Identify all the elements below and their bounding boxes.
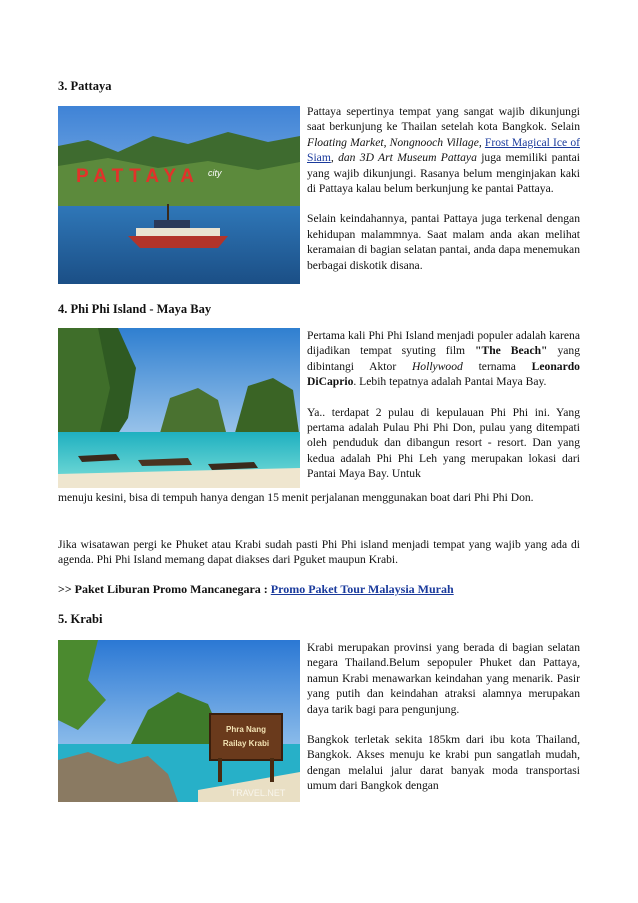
phiphi-p1-text-c: ternama — [462, 359, 532, 373]
krabi-photo — [58, 640, 300, 802]
section-heading-pattaya: 3. Pattaya — [58, 79, 112, 93]
pattaya-photo — [58, 106, 300, 284]
krabi-sign-line-1: Phra Nang — [225, 725, 267, 734]
pattaya-paragraph-1 — [307, 104, 580, 196]
pattaya-sign-text: PATTAYA — [76, 166, 201, 187]
pattaya-paragraph-2: Selain keindahannya, pantai Pattaya juga terkenal dengan kehidupan malammnya. Saat malam anda akan melihat keramaian di bagian selatan pantai, anda dapa menemukan berbagai diskotik disana. — [307, 212, 580, 272]
phiphi-paragraph-2: Ya.. terdapat 2 pulau di kepulauan Phi Phi ini. Yang pertama adalah Pulau Phi Phi Don, pulau yang ditempati oleh penduduk dan dibangun resort - resort. Dan yang kedua adalah Phi Phi Leh yang merupakan lokasi dari Pantai Maya Bay. Untuk — [307, 405, 580, 481]
phiphi-p1-text-b: yang dibintangi Aktor — [307, 344, 581, 373]
section-heading-phiphi: 4. Phi Phi Island - Maya Bay — [58, 302, 212, 316]
pattaya-p1-text-a: Pattaya sepertinya tempat yang sangat wajib dikunjungi saat berkunjung ke Thailan setelah kota Bangkok. Selain — [307, 105, 580, 134]
pattaya-p1-text-c: juga memiliki pantai yang wajib dikunjungi. Rasanya belum menginjakan kaki di Pattaya kalau belum berkunjung ke pantai Pattaya. — [307, 151, 580, 196]
section-heading-krabi: 5. Krabi — [58, 612, 103, 626]
pattaya-p1-museum: 3D Art Museum Pattaya — [359, 151, 477, 165]
krabi-text-column — [307, 640, 580, 794]
phiphi-text-column — [307, 328, 580, 482]
krabi-paragraph-2: Bangkok terletak sekita 185km dari ibu kota Thailand, Bangkok. Akses menuju ke krabi pun sangatlah mudah, dengan melalui jalur darat banyak moda transportasi umum dari Bangkok dengan — [307, 733, 580, 793]
phiphi-paragraph-3: Jika wisatawan pergi ke Phuket atau Krabi sudah pasti Phi Phi island menjadi tempat yang wajib yang ada di agenda. Phi Phi Island memang dapat diakses dari Pguket maupun Krabi. — [58, 538, 580, 567]
promo-label: >> Paket Liburan Promo Mancanegara : — [58, 582, 271, 596]
frost-magical-ice-link[interactable]: Frost Magical Ice of Siam — [307, 135, 580, 165]
phiphi-actor-name: Leonardo DiCaprio — [307, 359, 580, 389]
krabi-sign-line-2: Railay Krabi — [222, 739, 270, 748]
promo-line — [58, 582, 454, 597]
phiphi-paragraph-1 — [307, 328, 580, 390]
phiphi-p1-text-d: . Lebih tepatnya adalah Pantai Maya Bay. — [353, 375, 547, 389]
pattaya-sign-small-text: city — [208, 168, 222, 178]
pattaya-text-column — [307, 104, 580, 273]
krabi-paragraph-1: Krabi merupakan provinsi yang berada di bagian selatan negara Thailand.Belum sepopuler Phuket dan Pattaya, namun Krabi menawarkan keindahan yang menarik. Pasir yang putih dan keindahan atraksi alamnya merupakan daya tarik bagi para pengunjung. — [307, 641, 580, 716]
pattaya-p1-floating: Floating Market, Nongnooch Village, — [307, 135, 485, 149]
pattaya-p1-text-b: , dan — [330, 151, 360, 165]
phiphi-film-title: "The Beach" — [475, 344, 548, 358]
krabi-watermark: TRAVEL.NET — [230, 788, 286, 798]
phiphi-photo — [58, 328, 300, 488]
phiphi-paragraph-2-continued: menuju kesini, bisa di tempuh hanya dengan 15 menit perjalanan menggunakan boat dari Phi Phi Don. — [58, 491, 534, 504]
phiphi-p1-text-a: Pertama kali Phi Phi Island menjadi populer adalah karena dijadikan tempat syuting film — [307, 329, 580, 358]
phiphi-hollywood: Hollywood — [411, 359, 463, 373]
promo-tour-malaysia-link[interactable]: Promo Paket Tour Malaysia Murah — [270, 582, 454, 596]
